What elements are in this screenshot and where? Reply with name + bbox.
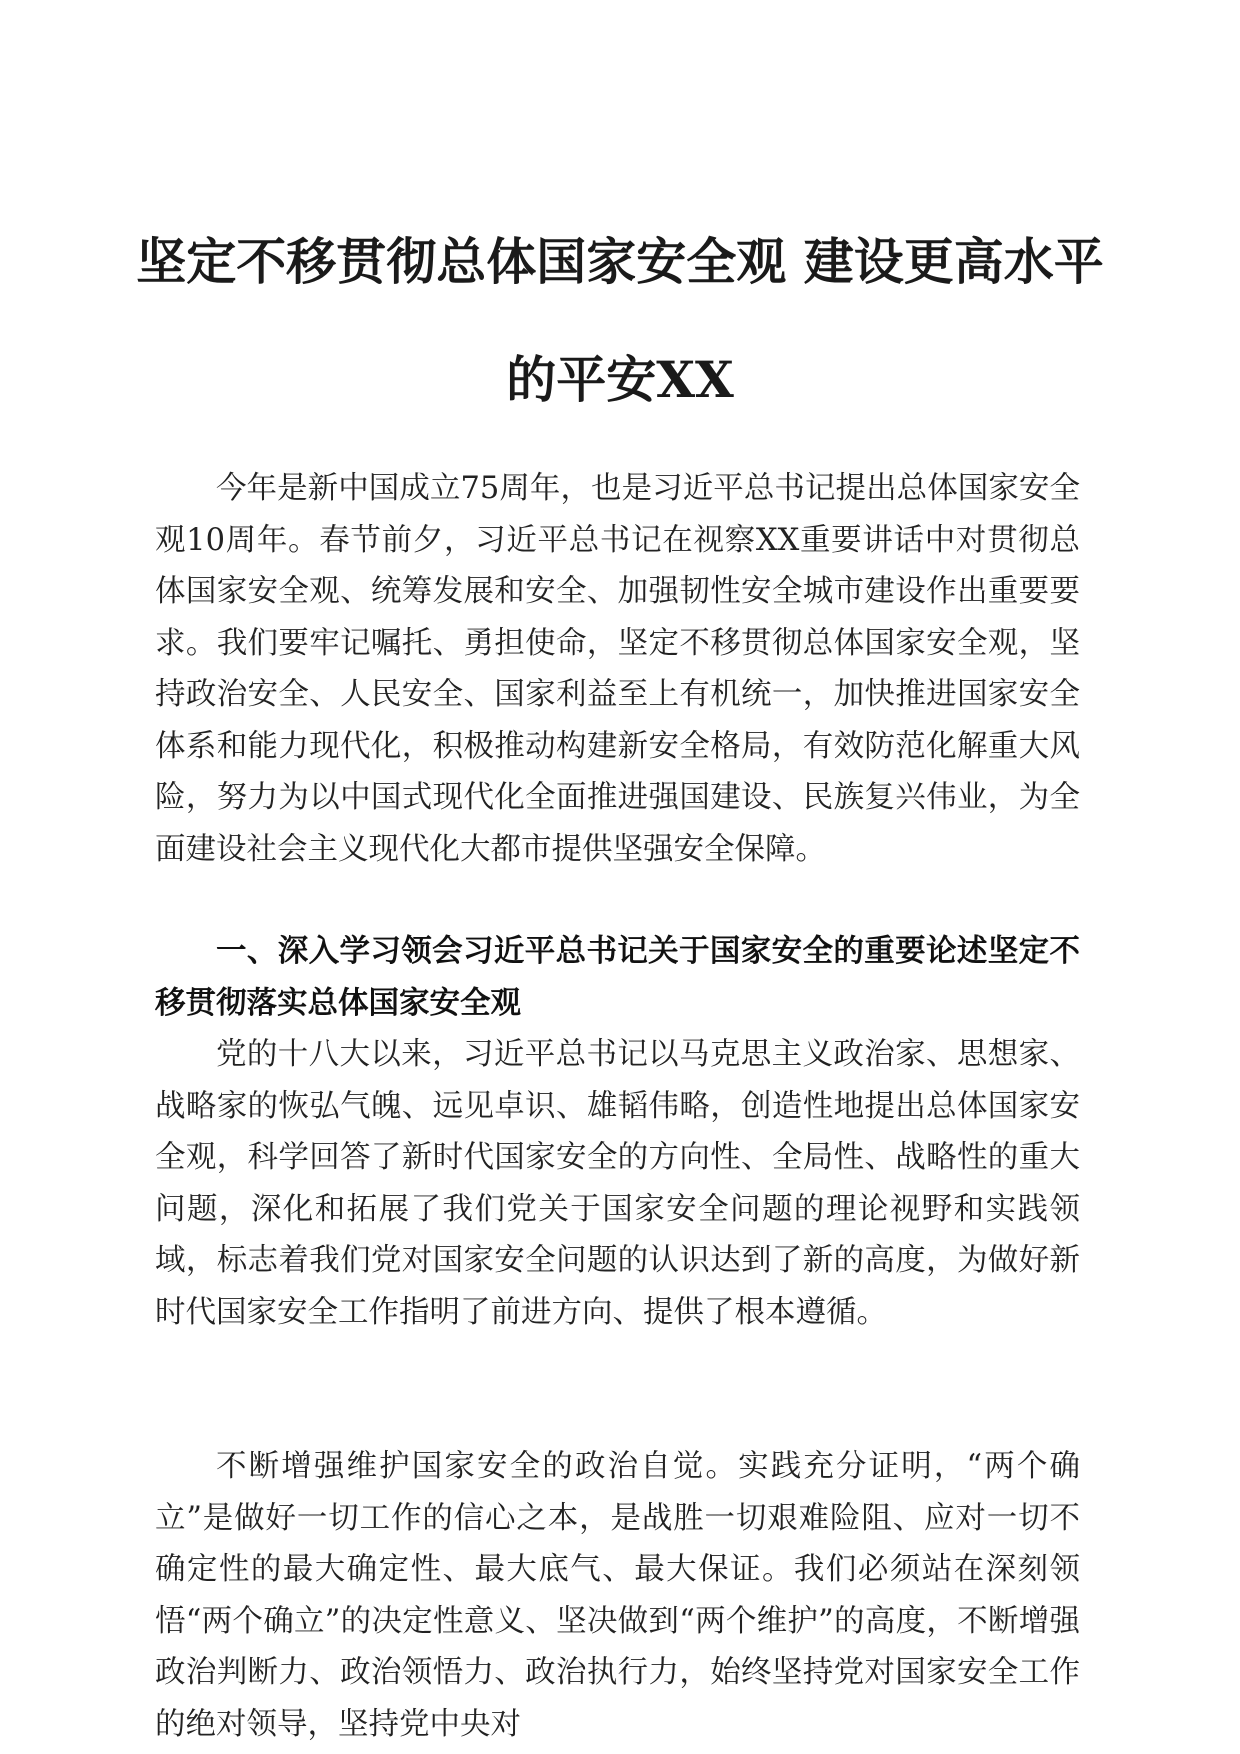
paragraph-political-awareness: 不断增强维护国家安全的政治自觉。实践充分证明，“两个确立”是做好一切工作的信心之本，是战胜一切艰难险阻、应对一切不确定性的最大确定性、最大底气、最大保证。我们必须站在深刻领悟“两个确立”的决定性意义、坚决做到“两个维护”的高度，不断增强政治判断力、政治领悟力、政治执行力，始终坚持党对国家安全工作的绝对领导，坚持党中央对 xyxy=(155,1449,1080,1742)
paragraph-section-1-body: 党的十八大以来，习近平总书记以马克思主义政治家、思想家、战略家的恢弘气魄、远见卓识、雄韬伟略，创造性地提出总体国家安全观，科学回答了新时代国家安全的方向性、全局性、战略性的重大问题，深化和拓展了我们党关于国家安全问题的理论视野和实践领域，标志着我们党对国家安全问题的认识达到了新的高度，为做好新时代国家安全工作指明了前进方向、提供了根本遵循。 xyxy=(155,1037,1080,1330)
section-heading-1: 一、深入学习领会习近平总书记关于国家安全的重要论述坚定不移贯彻落实总体国家安全观 xyxy=(155,934,1080,1021)
paragraph-intro: 今年是新中国成立75周年，也是习近平总书记提出总体国家安全观10周年。春节前夕，习近平总书记在视察XX重要讲话中对贯彻总体国家安全观、统筹发展和安全、加强韧性安全城市建设作出重要要求。我们要牢记嘱托、勇担使命，坚定不移贯彻总体国家安全观，坚持政治安全、人民安全、国家利益至上有机统一，加快推进国家安全体系和能力现代化，积极推动构建新安全格局，有效防范化解重大风险，努力为以中国式现代化全面推进强国建设、民族复兴伟业，为全面建设社会主义现代化大都市提供坚强安全保障。 xyxy=(155,471,1080,867)
document-title-line-1: 坚定不移贯彻总体国家安全观 建设更高水平 xyxy=(136,232,1104,291)
document-title-line-2: 的平安XX xyxy=(506,350,734,409)
